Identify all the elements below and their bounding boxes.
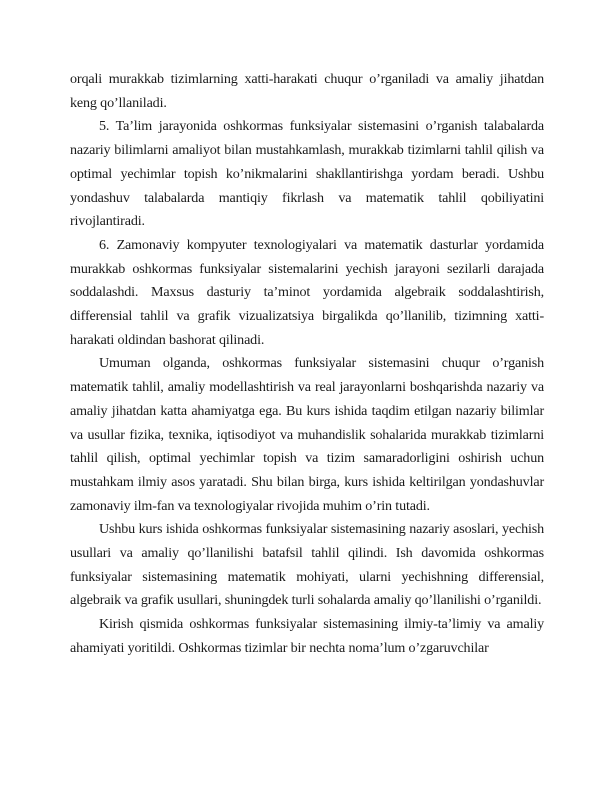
paragraph-summary: Umuman olganda, oshkormas funksiyalar sistemasini chuqur o’rganish matematik tahlil, amaliy modellashtirish va real jarayonlarni boshqarishda nazariy va amaliy jihatdan katta ahamiyatga ega. Bu kurs ishida taqdim etilgan nazariy bilimlar va usullar fizika, texnika, iqtisodiyot va muhandislik sohalarida murakkab tizimlarni tahlil qilish, optimal yechimlar topish va tizim samaradorligini oshirish uchun mustahkam ilmiy asos yaratadi. Shu bilan birga, kurs ishida keltirilgan yondashuvlar zamonaviy ilm-fan va texnologiyalar rivojida muhim o’rin tutadi. xyxy=(70,355,544,514)
paragraph-point-6: 6. Zamonaviy kompyuter texnologiyalari va matematik dasturlar yordamida murakkab oshkormas funksiyalar sistemalarini yechish jarayoni sezilarli darajada soddalashdi. Maxsus dasturiy ta’minot yordamida algebraik soddalashtirish, differensial tahlil va grafik vizualizatsiya birgalikda qo’llanilib, tizimning xatti-harakati oldindan bashorat qilinadi. xyxy=(70,236,544,348)
paragraph-analysis: Ushbu kurs ishida oshkormas funksiyalar sistemasining nazariy asoslari, yechish usullari va amaliy qo’llanilishi batafsil tahlil qilindi. Ish davomida oshkormas funksiyalar sistemasining matematik mohiyati, ularni yechishning differensial, algebraik va grafik usullari, shuningdek turli sohalarda amaliy qo’llanilishi o’rganildi. xyxy=(70,521,544,609)
document-page xyxy=(70,68,544,661)
paragraph-continuation: orqali murakkab tizimlarning xatti-harakati chuqur o’rganiladi va amaliy jihatdan keng qo’llaniladi. xyxy=(70,71,544,111)
paragraph-introduction: Kirish qismida oshkormas funksiyalar sistemasining ilmiy-ta’limiy va amaliy ahamiyati yoritildi. Oshkormas tizimlar bir nechta noma’lum o’zgaruvchilar xyxy=(70,616,544,656)
paragraph-point-5: 5. Ta’lim jarayonida oshkormas funksiyalar sistemasini o’rganish talabalarda nazariy bilimlarni amaliyot bilan mustahkamlash, murakkab tizimlarni tahlil qilish va optimal yechimlar topish ko’nikmalarini shakllantirishga yordam beradi. Ushbu yondashuv talabalarda mantiqiy fikrlash va matematik tahlil qobiliyatini rivojlantiradi. xyxy=(70,118,544,230)
